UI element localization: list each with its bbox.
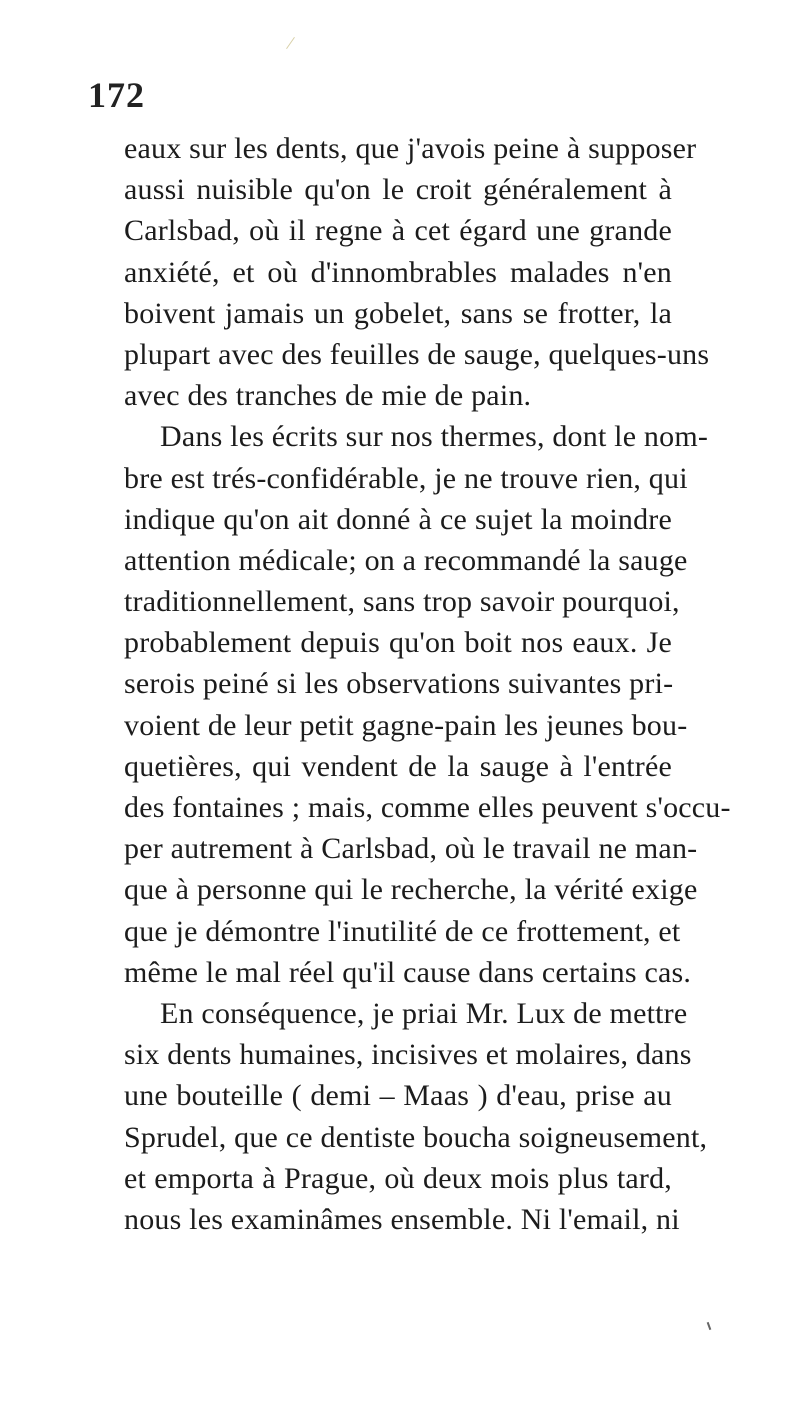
text-line: traditionnellement, sans trop savoir pourquoi, bbox=[124, 585, 680, 619]
text-line: En conséquence, je priai Mr. Lux de mettre bbox=[160, 996, 688, 1030]
text-line: serois peiné si les observations suivantes pri- bbox=[124, 667, 674, 701]
text-line: Dans les écrits sur nos thermes, dont le nom- bbox=[160, 420, 709, 454]
text-line: même le mal réel qu'il cause dans certains cas. bbox=[124, 955, 692, 989]
text-line: boivent jamais un gobelet, sans se frotter, la bbox=[124, 296, 672, 330]
text-line: bre est trés-confidérable, je ne trouve rien, qui bbox=[124, 461, 688, 495]
stray-ink-mark bbox=[707, 1322, 712, 1330]
text-line: avec des tranches de mie de pain. bbox=[124, 379, 532, 413]
text-line: Sprudel, que ce dentiste boucha soigneusement, bbox=[124, 1120, 708, 1154]
text-line: nous les examinâmes ensemble. Ni l'email, ni bbox=[124, 1202, 680, 1236]
text-line: une bouteille ( demi – Maas ) d'eau, prise au bbox=[124, 1079, 672, 1113]
text-line: six dents humaines, incisives et molaires, dans bbox=[124, 1038, 692, 1072]
text-line: voient de leur petit gagne-pain les jeunes bou- bbox=[124, 708, 688, 742]
paragraph-2 bbox=[124, 416, 731, 993]
text-line: per autrement à Carlsbad, où le travail ne man- bbox=[124, 832, 698, 866]
text-line: anxiété, et où d'innombrables malades n'en bbox=[124, 255, 672, 289]
text-line: probablement depuis qu'on boit nos eaux. Je bbox=[124, 626, 672, 660]
text-line: indique qu'on ait donné à ce sujet la moindre bbox=[124, 502, 672, 536]
text-line: attention médicale; on a recommandé la sauge bbox=[124, 543, 688, 577]
body-text bbox=[124, 128, 731, 1240]
text-line: et emporta à Prague, où deux mois plus tard, bbox=[124, 1161, 672, 1195]
paragraph-3 bbox=[124, 993, 708, 1240]
page-number: 172 bbox=[88, 75, 145, 115]
text-line: plupart avec des feuilles de sauge, quelques-uns bbox=[124, 337, 710, 371]
text-line: que à personne qui le recherche, la vérité exige bbox=[124, 873, 698, 907]
text-line: que je démontre l'inutilité de ce frottement, et bbox=[124, 914, 681, 948]
text-line: des fontaines ; mais, comme elles peuvent s'occu- bbox=[124, 791, 731, 824]
text-line: eaux sur les dents, que j'avois peine à supposer bbox=[124, 132, 697, 165]
text-line: Carlsbad, où il regne à cet égard une grande bbox=[124, 214, 672, 248]
text-line: quetières, qui vendent de la sauge à l'entrée bbox=[124, 749, 672, 783]
paragraph-1 bbox=[124, 128, 710, 416]
text-line: aussi nuisible qu'on le croit généralement à bbox=[124, 173, 672, 207]
stray-ink-mark bbox=[286, 37, 295, 49]
